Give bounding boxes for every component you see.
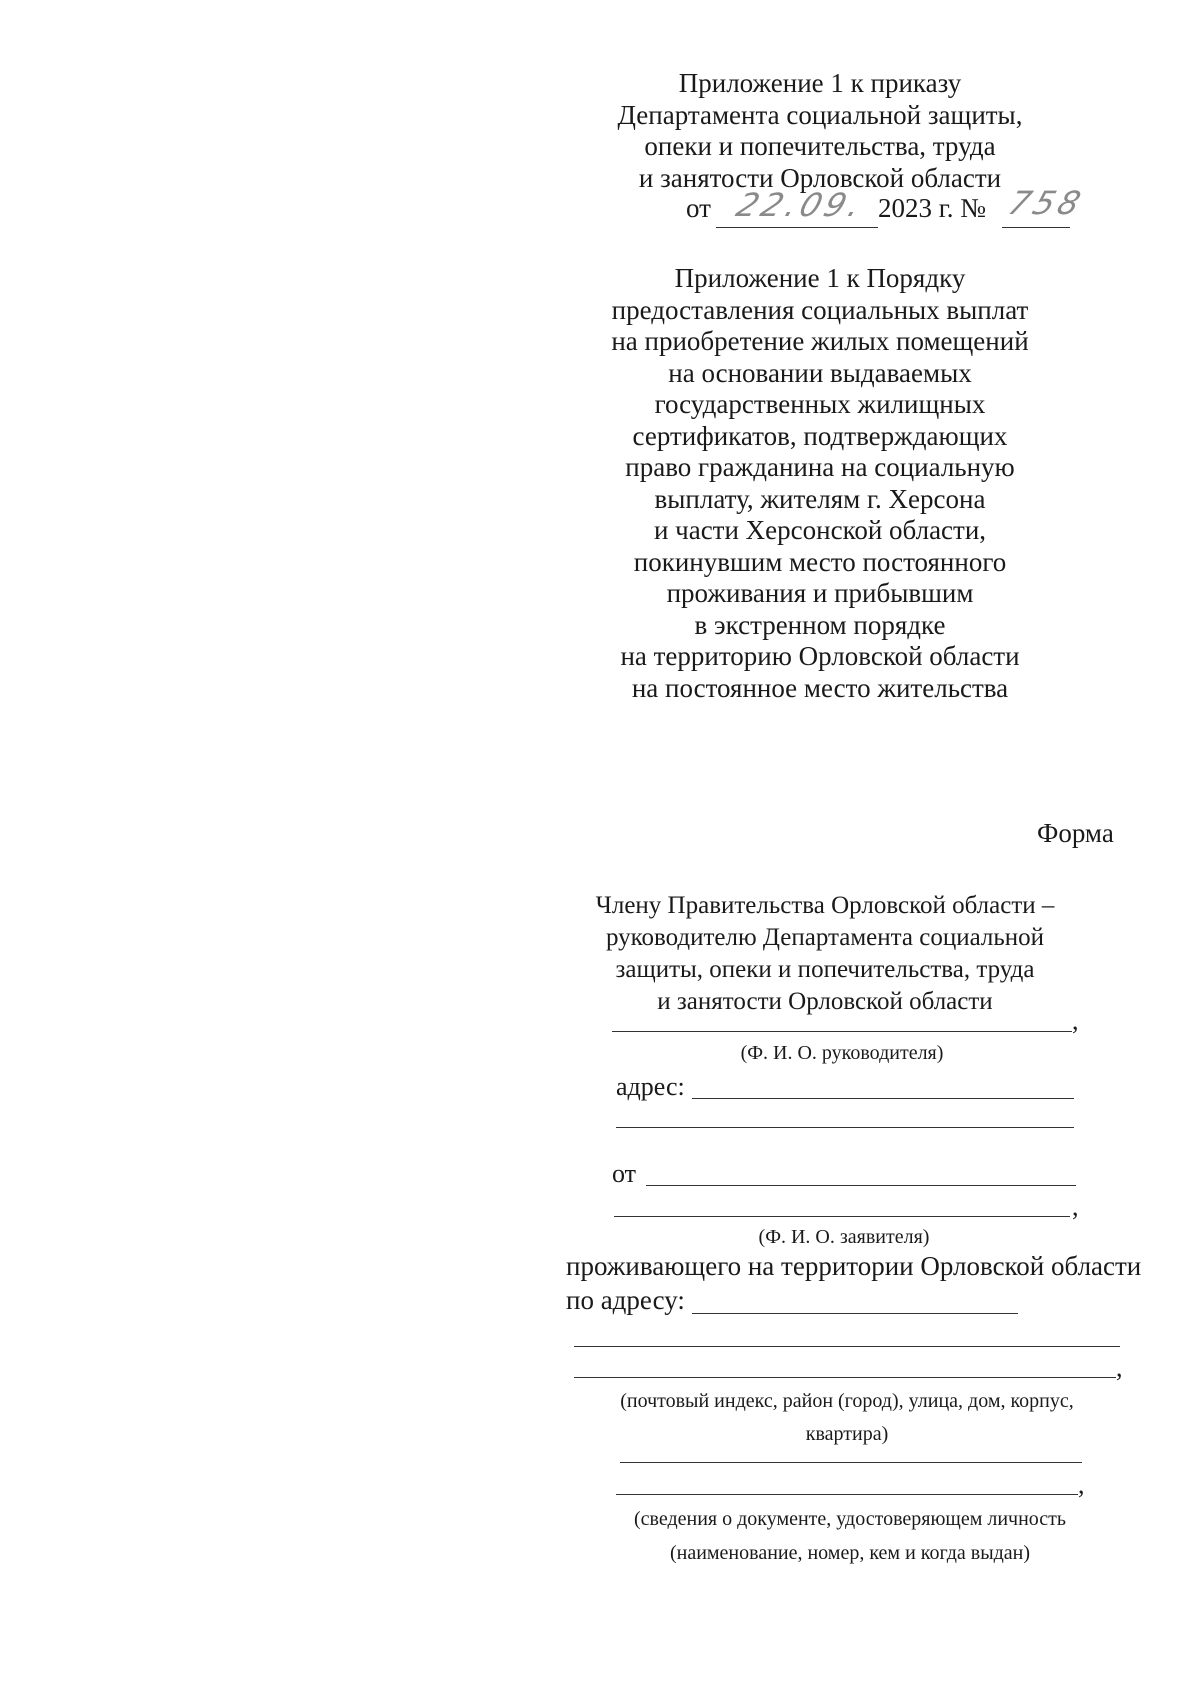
addressee-line: Члену Правительства Орловской области – (595, 892, 1055, 919)
addressee-line: защиты, опеки и попечительства, труда (615, 956, 1035, 983)
postal-caption-line: (почтовый индекс, район (город), улица, дом, корпус, (620, 1390, 1074, 1412)
form-label: Форма (1037, 818, 1114, 848)
appendix-procedure-line: проживания и прибывшим (666, 578, 974, 608)
comma: , (1078, 1470, 1085, 1499)
addressee-block (560, 890, 1090, 1018)
appendix-procedure-line: Приложение 1 к Порядку (674, 263, 966, 293)
year-and-number-label: 2023 г. № (878, 193, 987, 223)
appendix-procedure-line: право гражданина на социальную (625, 452, 1015, 482)
applicant-name-caption: (Ф. И. О. заявителя) (758, 1226, 930, 1248)
id-document-field-2[interactable] (616, 1494, 1078, 1495)
appendix-procedure-line: сертификатов, подтверждающих (632, 420, 1008, 451)
appendix-procedure-line: на территорию Орловской области (620, 641, 1020, 671)
applicant-name-field-1[interactable] (646, 1185, 1076, 1186)
id-document-caption (590, 1502, 1110, 1570)
appendix-procedure-header (560, 263, 1080, 704)
comma: , (1072, 1192, 1079, 1221)
appendix-order-line: Департамента социальной защиты, (617, 99, 1023, 130)
handwritten-number: 758 (1003, 184, 1090, 222)
head-name-field[interactable] (612, 1031, 1072, 1032)
id-caption-line: (наименование, номер, кем и когда выдан) (669, 1542, 1031, 1564)
residence-address-field-1[interactable] (692, 1313, 1018, 1314)
id-caption-line: (сведения о документе, удостоверяющем личность (633, 1508, 1067, 1530)
appendix-order-line: опеки и попечительства, труда (644, 131, 996, 161)
postal-caption-line: квартира) (805, 1423, 889, 1445)
residence-address-field-2[interactable] (574, 1346, 1120, 1347)
applicant-name-field-2[interactable] (614, 1216, 1070, 1217)
appendix-procedure-line: на приобретение жилых помещений (611, 326, 1029, 356)
date-underline (716, 227, 878, 228)
appendix-procedure-line: государственных жилищных (654, 389, 986, 419)
handwritten-date: 22.09. (731, 186, 870, 224)
addressee-line: и занятости Орловской области (657, 988, 993, 1015)
appendix-procedure-line: и части Херсонской области, (653, 515, 987, 545)
number-underline (1002, 227, 1070, 228)
appendix-procedure-line: на постоянное место жительства (631, 672, 1009, 703)
appendix-procedure-line: на основании выдаваемых (668, 357, 972, 388)
address-label: адрес: (616, 1072, 685, 1101)
appendix-order-header (560, 68, 1080, 194)
from-label: от (612, 1159, 637, 1188)
head-name-caption: (Ф. И. О. руководителя) (740, 1042, 944, 1064)
appendix-order-line: Приложение 1 к приказу (678, 68, 962, 98)
appendix-procedure-line: в экстренном порядке (694, 609, 946, 640)
address-field-1[interactable] (692, 1098, 1074, 1099)
appendix-procedure-line: предоставления социальных выплат (611, 294, 1029, 325)
addressee-line: руководителю Департамента социальной (605, 924, 1045, 951)
postal-caption (574, 1385, 1120, 1451)
residence-address-field-3[interactable] (574, 1377, 1116, 1378)
appendix-procedure-line: выплату, жителям г. Херсона (654, 483, 986, 514)
appendix-procedure-line: покинувшим место постоянного (633, 546, 1007, 577)
comma: , (1072, 1006, 1079, 1035)
address-at-label: по адресу: (566, 1285, 685, 1315)
date-prefix: от (686, 193, 711, 223)
address-field-2[interactable] (616, 1127, 1074, 1128)
comma: , (1116, 1353, 1123, 1382)
appendix-order-line: и занятости Орловской области (638, 162, 1002, 193)
residing-text: проживающего на территории Орловской области (566, 1251, 1142, 1281)
id-document-field-1[interactable] (620, 1462, 1082, 1463)
